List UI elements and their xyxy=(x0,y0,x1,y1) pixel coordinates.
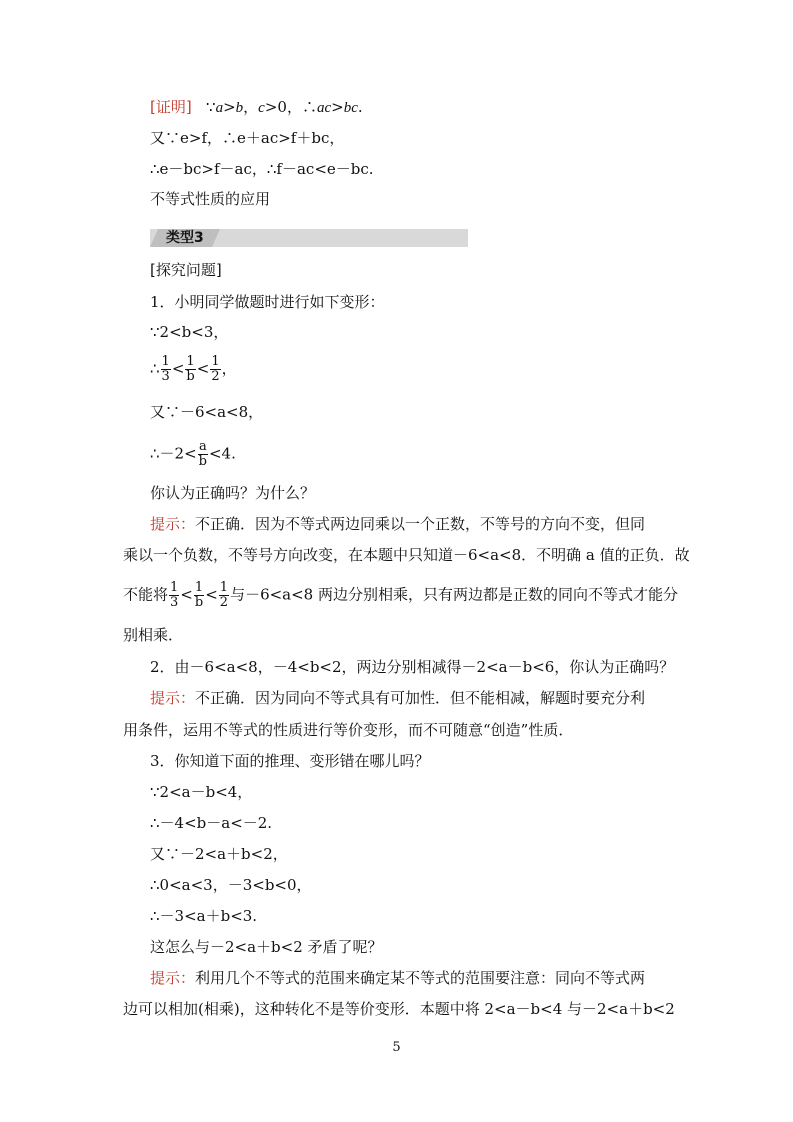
q1-step-1: ∵2<b<3， xyxy=(150,323,229,341)
q1-hint-line-1: 提示：不正确．因为不等式两边同乘以一个正数，不等号的方向不变，但同 xyxy=(150,515,646,533)
explore-label: [探究问题] xyxy=(150,261,222,279)
hint-label: 提示： xyxy=(150,689,196,707)
q3-hint-line-1: 提示：利用几个不等式的范围来确定某不等式的范围要注意：同向不等式两 xyxy=(150,969,646,987)
section-title: 不等式性质的应用 xyxy=(150,190,271,208)
q2-hint-line-1: 提示：不正确．因为同向不等式具有可加性．但不能相减，解题时要充分利 xyxy=(150,689,646,707)
proof-label: [证明] xyxy=(150,98,192,116)
type-banner xyxy=(150,229,468,247)
q3-step-5: ∴－3<a＋b<3. xyxy=(150,907,258,925)
q1-step-4: ∴－2< $\frac{a}{b}$ <4. xyxy=(150,439,236,469)
q1-intro: 1．小明同学做题时进行如下变形： xyxy=(150,293,385,311)
q3-step-2: ∴－4<b－a<－2. xyxy=(150,814,273,832)
q2-text: 2．由－6<a<8，－4<b<2，两边分别相减得－2<a－b<6，你认为正确吗？ xyxy=(150,658,675,676)
q3-step-3: 又∵－2<a＋b<2， xyxy=(150,845,288,863)
q1-question: 你认为正确吗？为什么？ xyxy=(150,484,316,502)
proof-line-2: 又∵e>f，∴e＋ac>f＋bc， xyxy=(150,129,345,147)
hint-label: 提示： xyxy=(150,969,196,987)
hint-label: 提示： xyxy=(150,515,196,533)
proof-line-1: [证明] ∵a>b，c>0，∴ac>bc. xyxy=(150,98,363,116)
fraction-1-b: $\frac{1}{b}$ xyxy=(186,354,195,384)
q1-hint-line-4: 别相乘． xyxy=(123,626,184,644)
q1-step-3: 又∵－6<a<8， xyxy=(150,403,264,421)
fraction-a-b: $\frac{a}{b}$ xyxy=(198,439,207,469)
q3-hint-line-2: 边可以相加(相乘)，这种转化不是等价变形．本题中将 2<a－b<4 与－2<a＋b<2 xyxy=(123,1000,675,1018)
q3-question: 这怎么与－2<a＋b<2 矛盾了呢？ xyxy=(150,938,383,956)
q1-hint-line-2: 乘以一个负数，不等号方向改变，在本题中只知道－6<a<8．不明确 a 值的正负．故 xyxy=(123,546,690,564)
q2-hint-line-2: 用条件，运用不等式的性质进行等价变形，而不可随意“创造”性质． xyxy=(123,721,574,739)
fraction-1-3: $\frac{1}{3}$ xyxy=(161,354,170,384)
q1-hint-line-3: 不能将 $\frac{1}{3}$ < $\frac{1}{b}$ < $\frac{1}{2}$ 与－6<a<8 两边分别相乘，只有两边都是正数的同向不等式才能分 xyxy=(123,580,678,610)
proof-line-3: ∴e－bc>f－ac，∴f－ac<e－bc. xyxy=(150,160,374,178)
fraction-1-2: $\frac{1}{2}$ xyxy=(211,354,220,384)
banner-label: 类型3 xyxy=(166,230,204,246)
q3-step-4: ∴0<a<3，－3<b<0， xyxy=(150,876,312,894)
q3-intro: 3．你知道下面的推理、变形错在哪儿吗？ xyxy=(150,752,430,770)
q1-step-2: ∴ $\frac{1}{3}$ < $\frac{1}{b}$ < $\frac{1}{2}$ ， xyxy=(150,354,237,384)
q3-step-1: ∵2<a－b<4， xyxy=(150,783,253,801)
page-number: 5 xyxy=(392,1040,401,1055)
